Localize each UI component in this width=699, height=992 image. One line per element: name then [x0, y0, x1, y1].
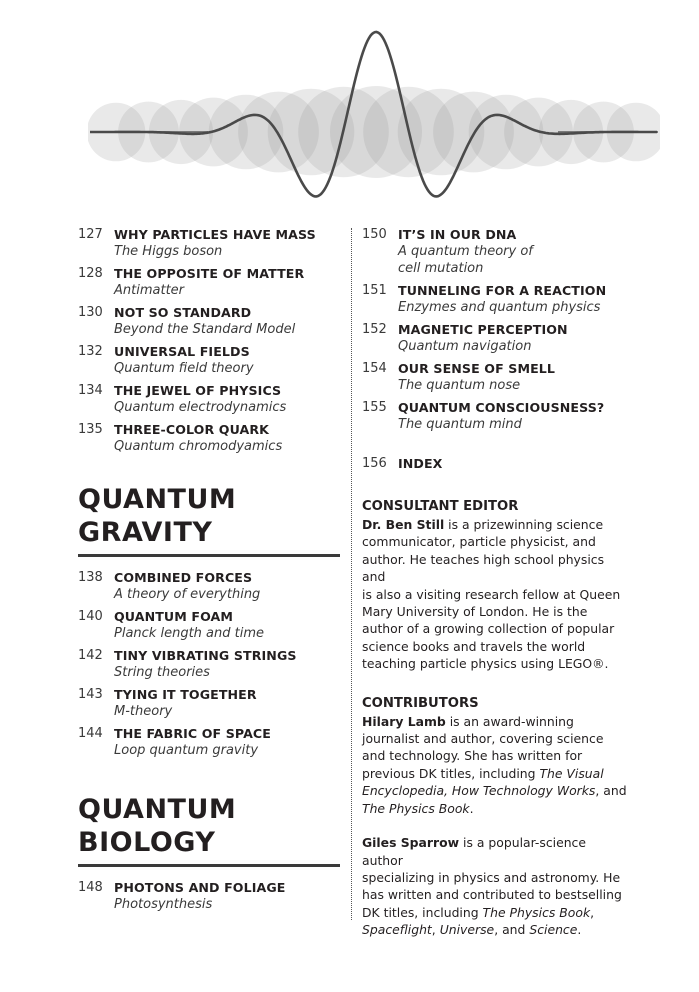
- page-number: 143: [78, 687, 103, 702]
- entry-title: TUNNELING FOR A REACTION: [398, 283, 607, 298]
- bio-text: ,: [590, 904, 595, 920]
- section-title-quantum-biology: [78, 793, 340, 867]
- entry-title: THE OPPOSITE OF MATTER: [114, 266, 305, 281]
- section-title-line: QUANTUM: [78, 794, 237, 825]
- person-name: Giles Sparrow: [362, 835, 460, 851]
- entry-title: QUANTUM CONSCIOUSNESS?: [398, 400, 605, 415]
- entry-subtitle: Loop quantum gravity: [114, 743, 259, 758]
- book-title: Encyclopedia, How Technology Works: [362, 783, 596, 799]
- entry-subtitle: Quantum field theory: [114, 361, 254, 376]
- entry-title: THE FABRIC OF SPACE: [114, 726, 271, 741]
- page-number: 130: [78, 305, 103, 320]
- contents-entry: [362, 360, 630, 394]
- entry-subtitle: M-theory: [114, 704, 173, 719]
- entry-subtitle: Antimatter: [114, 283, 185, 298]
- bio-line: and technology. She has written for: [362, 748, 583, 764]
- entry-subtitle: Beyond the Standard Model: [114, 322, 296, 337]
- entry-subtitle: Quantum electrodynamics: [114, 400, 287, 415]
- entry-subtitle: Enzymes and quantum physics: [398, 300, 601, 315]
- person-name: Dr. Ben Still: [362, 517, 445, 532]
- contents-entry: [78, 226, 340, 260]
- entry-subtitle: String theories: [114, 665, 210, 680]
- contributor-bio-sparrow: [362, 834, 630, 938]
- contents-entry: [78, 343, 340, 377]
- gravity-contents-list: [78, 569, 340, 759]
- entry-title: COMBINED FORCES: [114, 570, 253, 585]
- page-number: 135: [78, 422, 103, 437]
- contents-entry-index: [362, 455, 630, 472]
- section-title-quantum-gravity: [78, 483, 340, 557]
- contents-entry: [362, 282, 630, 316]
- bio-line: specializing in physics and astronomy. He: [362, 869, 621, 885]
- entry-subtitle: Planck length and time: [114, 626, 264, 641]
- page-number: 148: [78, 880, 103, 895]
- contents-entry: [78, 647, 340, 681]
- entry-subtitle: A theory of everything: [114, 587, 261, 602]
- entry-title: UNIVERSAL FIELDS: [114, 344, 250, 359]
- bio-text: ,: [431, 922, 440, 938]
- page-number: 155: [362, 400, 387, 415]
- bio-text: is a prizewinning science: [444, 517, 604, 532]
- page-number: 156: [362, 456, 387, 471]
- section-title-line: BIOLOGY: [78, 827, 216, 858]
- entry-subtitle: The quantum nose: [398, 378, 521, 393]
- column-divider: [351, 228, 352, 920]
- bio-line: has written and contributed to bestselling: [362, 887, 622, 903]
- contents-entry: [78, 421, 340, 455]
- entry-title: NOT SO STANDARD: [114, 305, 252, 320]
- contents-entry: [78, 569, 340, 603]
- page-number: 127: [78, 227, 103, 242]
- right-column: [362, 226, 630, 939]
- wave-illustration: [88, 14, 660, 220]
- bio-text: is an award-winning: [445, 713, 574, 729]
- page-number: 138: [78, 570, 103, 585]
- bio-line: [362, 800, 630, 817]
- bio-text: , and: [595, 783, 627, 799]
- page-number: 144: [78, 726, 103, 741]
- contents-list: [78, 226, 340, 455]
- bio-line: is also a visiting research fellow at Queen: [362, 586, 621, 602]
- contents-entry: [362, 399, 630, 433]
- section-title-line: GRAVITY: [78, 517, 213, 548]
- book-title: The Visual: [539, 765, 604, 781]
- contents-entry: [78, 265, 340, 299]
- page-number: 154: [362, 361, 387, 376]
- contents-entry: [78, 725, 340, 759]
- contents-entry: [362, 321, 630, 355]
- entry-subtitle: A quantum theory of: [398, 244, 533, 259]
- bio-text: previous DK titles, including: [362, 765, 540, 781]
- left-column: [78, 226, 340, 918]
- book-title: The Physics Book: [362, 800, 470, 816]
- entry-title: THREE-COLOR QUARK: [114, 422, 270, 437]
- bio-line: communicator, particle physicist, and: [362, 534, 596, 550]
- page-number: 134: [78, 383, 103, 398]
- bio-line: [362, 834, 630, 869]
- consultant-editor-bio: [362, 516, 630, 673]
- bio-text: , and: [494, 922, 530, 938]
- entry-title: INDEX: [398, 456, 443, 471]
- contents-entry: [362, 226, 630, 277]
- bio-line: teaching particle physics using LEGO®.: [362, 656, 609, 672]
- bio-text: .: [469, 800, 474, 816]
- consultant-editor-heading: CONSULTANT EDITOR: [362, 499, 519, 514]
- book-title: The Physics Book: [482, 904, 591, 920]
- contents-list-right: [362, 226, 630, 433]
- contents-entry: [78, 879, 340, 913]
- page-number: 142: [78, 648, 103, 663]
- contents-entry: [78, 382, 340, 416]
- contents-entry: [78, 608, 340, 642]
- page-number: 132: [78, 344, 103, 359]
- entry-title: WHY PARTICLES HAVE MASS: [114, 227, 316, 242]
- entry-title: IT’S IN OUR DNA: [398, 227, 517, 242]
- book-title: Universe: [439, 922, 495, 938]
- contributor-bio-lamb: [362, 713, 630, 817]
- entry-subtitle: The quantum mind: [398, 417, 522, 432]
- bio-line: journalist and author, covering science: [362, 731, 604, 747]
- page-number: 151: [362, 283, 387, 298]
- page-number: 140: [78, 609, 103, 624]
- bio-text: is a popular-science author: [362, 835, 586, 868]
- entry-title: TYING IT TOGETHER: [114, 687, 257, 702]
- bio-line: [362, 516, 630, 533]
- page-number: 152: [362, 322, 387, 337]
- entry-title: TINY VIBRATING STRINGS: [114, 648, 297, 663]
- page-number: 128: [78, 266, 103, 281]
- entry-title: MAGNETIC PERCEPTION: [398, 322, 568, 337]
- contributors-heading: CONTRIBUTORS: [362, 695, 479, 711]
- book-title: Spaceflight: [362, 922, 432, 938]
- bio-line: [362, 904, 630, 921]
- person-name: Hilary Lamb: [362, 713, 446, 729]
- bio-line: [362, 921, 630, 938]
- entry-subtitle: cell mutation: [398, 261, 484, 276]
- bio-line: author of a growing collection of popular: [362, 621, 615, 637]
- entry-title: PHOTONS AND FOLIAGE: [114, 880, 286, 895]
- entry-subtitle: Photosynthesis: [114, 897, 213, 912]
- bio-line: [362, 713, 630, 730]
- page-number: 150: [362, 227, 387, 242]
- bio-line: [362, 782, 630, 799]
- section-title-line: QUANTUM: [78, 484, 237, 515]
- entry-title: QUANTUM FOAM: [114, 609, 234, 624]
- bio-line: [362, 765, 630, 782]
- entry-subtitle: Quantum navigation: [398, 339, 532, 354]
- bio-line: Mary University of London. He is the: [362, 604, 588, 620]
- entry-title: THE JEWEL OF PHYSICS: [114, 383, 282, 398]
- entry-subtitle: Quantum chromodyamics: [114, 439, 283, 454]
- contents-entry: [78, 686, 340, 720]
- bio-line: science books and travels the world: [362, 638, 586, 654]
- bio-line: author. He teaches high school physics and: [362, 551, 605, 585]
- bio-text: DK titles, including: [362, 904, 483, 920]
- contents-entry: [78, 304, 340, 338]
- entry-subtitle: The Higgs boson: [114, 244, 223, 259]
- biology-contents-list: [78, 879, 340, 913]
- entry-title: OUR SENSE OF SMELL: [398, 361, 556, 376]
- bio-text: .: [577, 922, 582, 938]
- book-title: Science: [529, 922, 578, 938]
